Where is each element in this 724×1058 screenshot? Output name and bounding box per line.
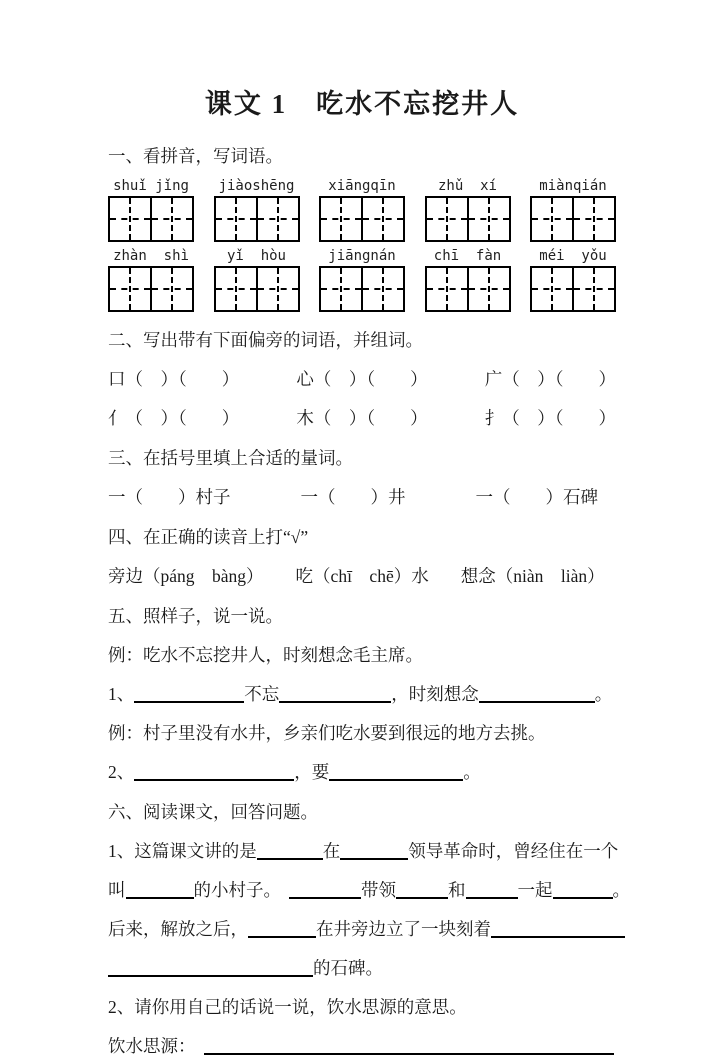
question1-line-4 — [108, 955, 616, 980]
dashed-horizontal-guide — [427, 218, 467, 220]
section-pronunciation — [108, 524, 616, 588]
pinyin-word-block — [530, 178, 616, 242]
pinyin-label: jiàoshēng — [218, 178, 295, 194]
pinyin-grid-row-1 — [108, 178, 616, 242]
radical-item: 口（ ）（ ） — [108, 369, 240, 389]
pinyin-word-block — [108, 248, 194, 312]
tianzige-grid — [530, 266, 616, 312]
tianzige-cell — [321, 198, 361, 240]
dashed-horizontal-guide — [363, 218, 403, 220]
example-sentence-2: 例：村子里没有水井，乡亲们吃水要到很远的地方去挑。 — [108, 723, 546, 743]
tianzige-grid — [530, 196, 616, 242]
blank-underline — [248, 936, 316, 938]
blank-underline — [108, 975, 313, 977]
measure-word-item: 一（ ）村子 — [108, 487, 231, 507]
tianzige-cell — [572, 268, 614, 310]
dashed-horizontal-guide — [152, 288, 192, 290]
pinyin-word-block — [425, 178, 511, 242]
section-sentence-patterns — [108, 603, 616, 784]
item-number: 1、 — [108, 684, 135, 704]
dashed-horizontal-guide — [321, 218, 361, 220]
tianzige-cell — [532, 198, 572, 240]
dashed-horizontal-guide — [427, 288, 467, 290]
tianzige-cell — [150, 268, 192, 310]
section5-heading: 五、照样子，说一说。 — [108, 606, 283, 626]
answer-label: 饮水思源： — [108, 1036, 196, 1056]
radical-item: 广（ ）（ ） — [484, 369, 616, 389]
example-sentence-1: 例：吃水不忘挖井人，时刻想念毛主席。 — [108, 645, 423, 665]
pinyin-label: méi yǒu — [539, 248, 607, 264]
pinyin-word-block — [425, 248, 511, 312]
tianzige-grid — [319, 196, 405, 242]
pinyin-label: xiāngqīn — [328, 178, 396, 194]
tianzige-cell — [427, 268, 467, 310]
question2-text: 2、请你用自己的话说一说，饮水思源的意思。 — [108, 997, 467, 1017]
tianzige-cell — [427, 198, 467, 240]
pinyin-label: zhǔ xí — [437, 178, 497, 194]
dashed-horizontal-guide — [532, 218, 572, 220]
tianzige-cell — [467, 198, 509, 240]
dashed-horizontal-guide — [216, 288, 256, 290]
section-pinyin — [108, 143, 616, 312]
section1-heading: 一、看拼音，写词语。 — [108, 146, 283, 166]
pinyin-label: jiāngnán — [328, 248, 396, 264]
fill-text: 不忘 — [244, 684, 280, 704]
measure-word-row — [108, 484, 616, 509]
fill-text: ，要 — [294, 762, 330, 782]
pinyin-word-block — [530, 248, 616, 312]
blank-underline — [396, 897, 448, 899]
pinyin-word-block — [214, 248, 300, 312]
radical-item: 亻（ ）（ ） — [108, 408, 240, 428]
measure-word-item: 一（ ）井 — [300, 487, 406, 507]
radical-item: 木（ ）（ ） — [296, 408, 428, 428]
section3-heading: 三、在括号里填上合适的量词。 — [108, 448, 353, 468]
pinyin-label: shuǐ jǐng — [113, 178, 189, 194]
fill-text: 领导革命时，曾经住在一个 — [408, 841, 619, 861]
fill-line-2 — [108, 759, 616, 784]
section-radicals — [108, 327, 616, 430]
measure-word-item: 一（ ）石碑 — [475, 487, 598, 507]
tianzige-cell — [110, 268, 150, 310]
dashed-horizontal-guide — [574, 288, 614, 290]
tianzige-cell — [467, 268, 509, 310]
dashed-horizontal-guide — [469, 288, 509, 290]
tianzige-cell — [361, 198, 403, 240]
fill-text: 后来，解放之后， — [108, 919, 248, 939]
tianzige-cell — [572, 198, 614, 240]
section2-heading: 二、写出带有下面偏旁的词语，并组词。 — [108, 330, 423, 350]
page-title: 课文 1 吃水不忘挖井人 — [204, 89, 520, 119]
fill-text: 和 — [448, 880, 466, 900]
blank-underline — [126, 897, 194, 899]
dashed-horizontal-guide — [574, 218, 614, 220]
blank-underline — [329, 779, 463, 781]
blank-underline — [279, 701, 391, 703]
blank-underline — [257, 858, 323, 860]
blank-underline — [204, 1053, 614, 1055]
question1-line-1 — [108, 838, 619, 863]
fill-text: 在井旁边立了一块刻着 — [316, 919, 491, 939]
fill-text: 。 — [463, 762, 481, 782]
tianzige-cell — [150, 198, 192, 240]
radical-item: 扌（ ）（ ） — [484, 408, 616, 428]
blank-underline — [553, 897, 613, 899]
blank-underline — [479, 701, 595, 703]
tianzige-cell — [361, 268, 403, 310]
pinyin-label: yǐ hòu — [226, 248, 286, 264]
dashed-horizontal-guide — [110, 288, 150, 290]
tianzige-cell — [216, 198, 256, 240]
tianzige-grid — [214, 266, 300, 312]
question1-line-2 — [108, 877, 630, 902]
section-reading — [108, 799, 630, 1058]
pronunciation-item: 旁边（páng bàng） — [108, 566, 264, 586]
blank-underline — [134, 701, 244, 703]
pronunciation-row — [108, 563, 616, 588]
pinyin-label: chī fàn — [433, 248, 502, 264]
question2-answer-line — [108, 1033, 616, 1058]
fill-text: 在 — [322, 841, 341, 861]
blank-underline — [134, 779, 294, 781]
pinyin-grid-row-2 — [108, 248, 616, 312]
blank-underline — [289, 897, 361, 899]
dashed-horizontal-guide — [532, 288, 572, 290]
pinyin-label: zhàn shì — [113, 248, 189, 264]
section4-heading: 四、在正确的读音上打“√” — [108, 527, 309, 547]
tianzige-cell — [110, 198, 150, 240]
tianzige-cell — [256, 198, 298, 240]
fill-text: 。 — [612, 880, 630, 900]
dashed-horizontal-guide — [152, 218, 192, 220]
dashed-horizontal-guide — [258, 218, 298, 220]
tianzige-grid — [108, 266, 194, 312]
fill-line-1 — [108, 681, 616, 706]
fill-text: 叫 — [108, 880, 126, 900]
tianzige-cell — [216, 268, 256, 310]
tianzige-grid — [108, 196, 194, 242]
tianzige-grid — [319, 266, 405, 312]
tianzige-cell — [256, 268, 298, 310]
fill-text: 。 — [594, 684, 613, 704]
blank-underline — [466, 897, 518, 899]
radical-item: 心（ ）（ ） — [296, 369, 428, 389]
dashed-horizontal-guide — [321, 288, 361, 290]
pronunciation-item: 想念（niàn liàn） — [460, 566, 605, 586]
pinyin-word-block — [319, 178, 405, 242]
tianzige-cell — [321, 268, 361, 310]
item-number: 2、 — [108, 762, 135, 782]
fill-text: ，时刻想念 — [391, 684, 479, 704]
tianzige-cell — [532, 268, 572, 310]
pronunciation-item: 吃（chī chē）水 — [295, 566, 429, 586]
dashed-horizontal-guide — [469, 218, 509, 220]
pinyin-word-block — [108, 178, 194, 242]
dashed-horizontal-guide — [258, 288, 298, 290]
fill-text: 带领 — [361, 880, 396, 900]
section-measure-words — [108, 445, 616, 509]
radical-row-1 — [108, 366, 616, 391]
blank-underline — [340, 858, 408, 860]
dashed-horizontal-guide — [216, 218, 256, 220]
section6-heading: 六、阅读课文，回答问题。 — [108, 802, 318, 822]
fill-text: 的石碑。 — [313, 958, 383, 978]
fill-text: 的小村子。 — [193, 880, 281, 900]
fill-text: 1、这篇课文讲的是 — [108, 841, 257, 861]
dashed-horizontal-guide — [363, 288, 403, 290]
radical-row-2 — [108, 405, 616, 430]
question1-line-3 — [108, 916, 616, 941]
fill-text: 一起 — [517, 880, 553, 900]
pinyin-word-block — [319, 248, 405, 312]
blank-underline — [491, 936, 625, 938]
pinyin-word-block — [214, 178, 300, 242]
tianzige-grid — [425, 196, 511, 242]
dashed-horizontal-guide — [110, 218, 150, 220]
pinyin-label: miànqián — [539, 178, 607, 194]
tianzige-grid — [425, 266, 511, 312]
tianzige-grid — [214, 196, 300, 242]
